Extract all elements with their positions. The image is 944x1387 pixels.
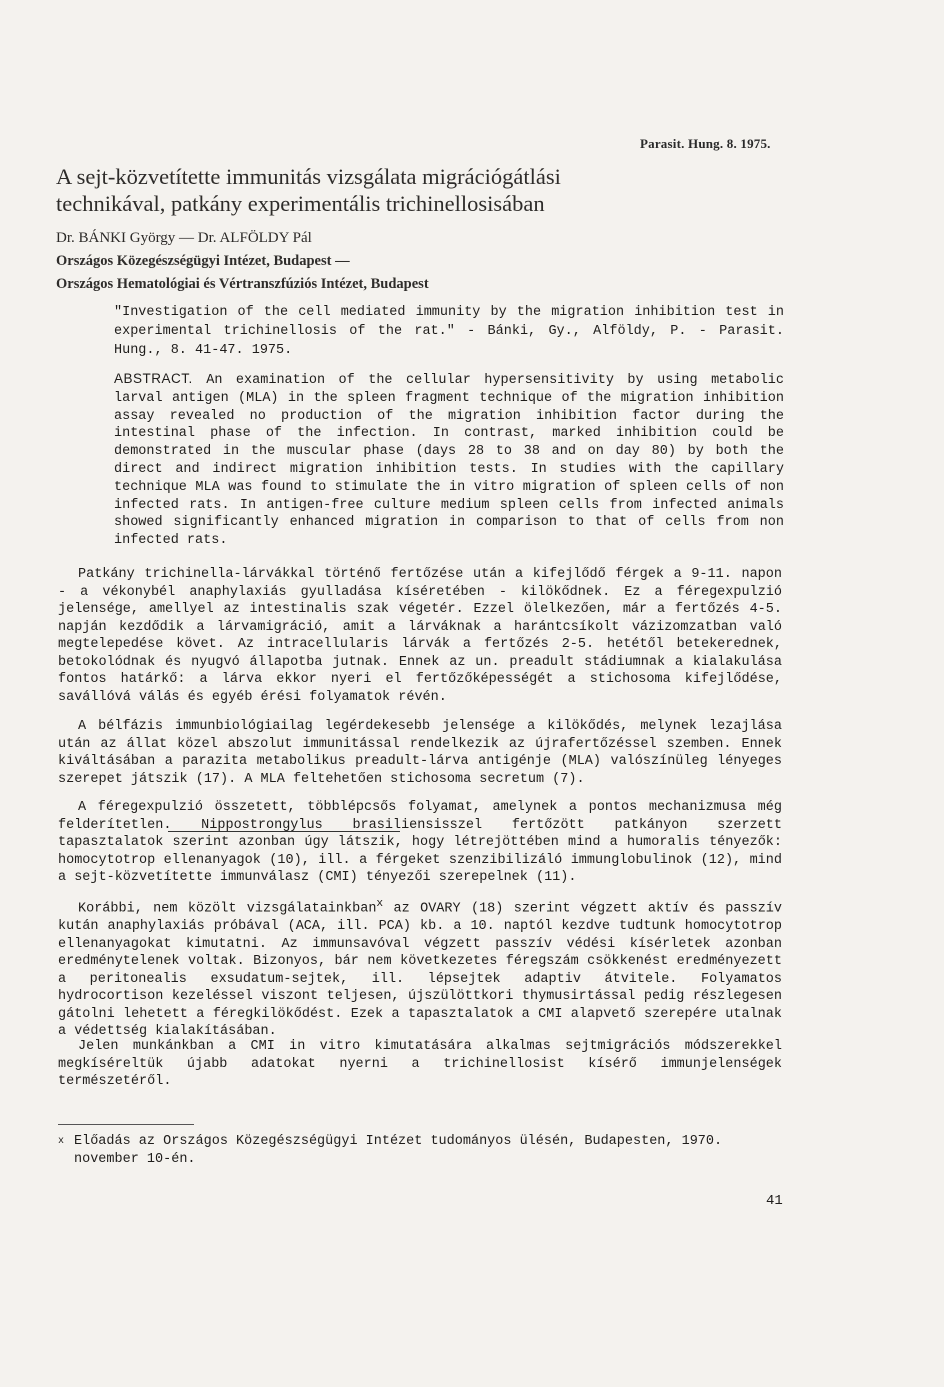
- paragraph-part: Korábbi, nem közölt vizsgálatainkban: [78, 901, 377, 917]
- abstract-label: ABSTRACT.: [114, 371, 193, 386]
- footnote-rule: [58, 1124, 194, 1125]
- article-title: A sejt-közvetítette immunitás vizsgálata migrációgátlási technikával, patkány experimentális trichinellosisában: [56, 164, 561, 216]
- handwritten-underline: [168, 831, 400, 832]
- footnote: [58, 1133, 782, 1168]
- footnote-text: Előadás az Országos Közegészségügyi Intézet tudományos ülésén, Budapesten, 1970. november 10-én.: [74, 1134, 723, 1167]
- paragraph-part: az OVARY (18) szerint végzett aktív és passzív kután anaphylaxiás próbával (ACA, ill. PCA) kb. a 10. naptól kezdve tudtunk homocytotrop ellenanyagokat kimutatni. Az immunsavóval végzett passzív védési kísérletek azonban eredménytelenek voltak. Bizonyos, bár nem következetes féregszám csökkenést eredményezett a peritonealis exsudatum-sejtek, ill. lépsejtek adaptiv átvitele. Folyamatos hydrocortison kezeléssel viszont teljesen, újszülöttkori thymusirtással pedig részlegesen gátolni lehetett a féregkilökődést. Ezek a tapasztalatok a CMI alapvető szerepére utalnak a védettség kialakításában.: [58, 901, 782, 1039]
- affiliation-2: Országos Hematológiai és Vértranszfúziós Intézet, Budapest: [56, 276, 429, 292]
- body-paragraph: A féregexpulzió összetett, többlépcsős folyamat, amelynek a pontos mechanizmusa még felderítetlen. Nippostrongylus brasiliensisszel fertőzött patkányon szerzett tapasztalatok szerint azonban úgy látszik, hogy létrejöttében mind a humoralis tényezők: homocytotrop ellenanyagok (10), ill. a férgeket szenzibilizáló immunglobulinok (12), mind a sejt-közvetítette immunválasz (CMI) tényezői szerepelnek (11).: [58, 800, 782, 885]
- abstract: [114, 370, 784, 550]
- body-paragraph: A bélfázis immunbiológiailag legérdekesebb jelensége a kilökődés, melynek lezajlása után az állat közel abszolut immunitással rendelkezik az újrafertőzéssel szemben. Ennek kiváltásában a parazita metabolikus preadult-lárva antigénje (MLA) valószínüleg lényeges szerepet játszik (17). A MLA feltehetően stichosoma secretum (7).: [58, 719, 782, 787]
- authors: Dr. BÁNKI György — Dr. ALFÖLDY Pál: [56, 230, 312, 246]
- affiliation-1: Országos Közegészségügyi Intézet, Budapest —: [56, 253, 350, 269]
- abstract-text: An examination of the cellular hypersensitivity by using metabolic larval antigen (MLA) in the spleen fragment technique of the migration inhibition assay revealed no production of the migration inhibition factor during the intestinal phase of the infection. In contrast, marked inhibition could be demonstrated in the muscular phase (days 28 to 38 and on day 80) by both the direct and indirect migration inhibition tests. In studies with the capillary technique MLA was found to stimulate the in vitro migration of spleen cells of non infected rats. In antigen-free culture medium spleen cells from infected animals showed significantly enhanced migration in comparison to that of cells from non infected rats.: [114, 373, 784, 549]
- page-number: 41: [766, 1193, 783, 1209]
- footnote-marker: x: [58, 1136, 65, 1147]
- footnote-reference: x: [376, 898, 384, 910]
- body-paragraph: Jelen munkánkban a CMI in vitro kimutatására alkalmas sejtmigrációs módszerekkel megkíséreltük újabb adatokat nyerni a trichinellosist kísérő immunjelenségek természetéről.: [58, 1039, 782, 1089]
- english-citation: "Investigation of the cell mediated immunity by the migration inhibition test in experimental trichinellosis of the rat." - Bánki, Gy., Alföldy, P. - Parasit. Hung., 8. 41-47. 1975.: [114, 305, 784, 358]
- body-paragraph: [58, 896, 782, 1041]
- journal-reference: Parasit. Hung. 8. 1975.: [640, 136, 771, 151]
- body-paragraph: Patkány trichinella-lárvákkal történő fertőzése után a kifejlődő férgek a 9-11. napon - a vékonybél anaphylaxiás gyulladása kíséretében - kilökődnek. Ez a féregexpulzió jelensége, amellyel az intestinalis szak végetér. Ezzel ölelkezően, már a fertőzés 4-5. napján kezdődik a lárvamigráció, amit a lárváknak a harántcsíkolt vázizomzatban való megtelepedése követ. Az intracellularis lárvák a fertőzés 2-5. hetétől betekerednek, betokolódnak és nyugvó állapotba jutnak. Ennek az un. preadult stádiumnak a kialakulása fontos határkő: a lárva ekkor nyeri el fertőzőképességét a stichosoma kifejlődése, savállóvá válás és egyéb érési folyamatok révén.: [58, 567, 782, 705]
